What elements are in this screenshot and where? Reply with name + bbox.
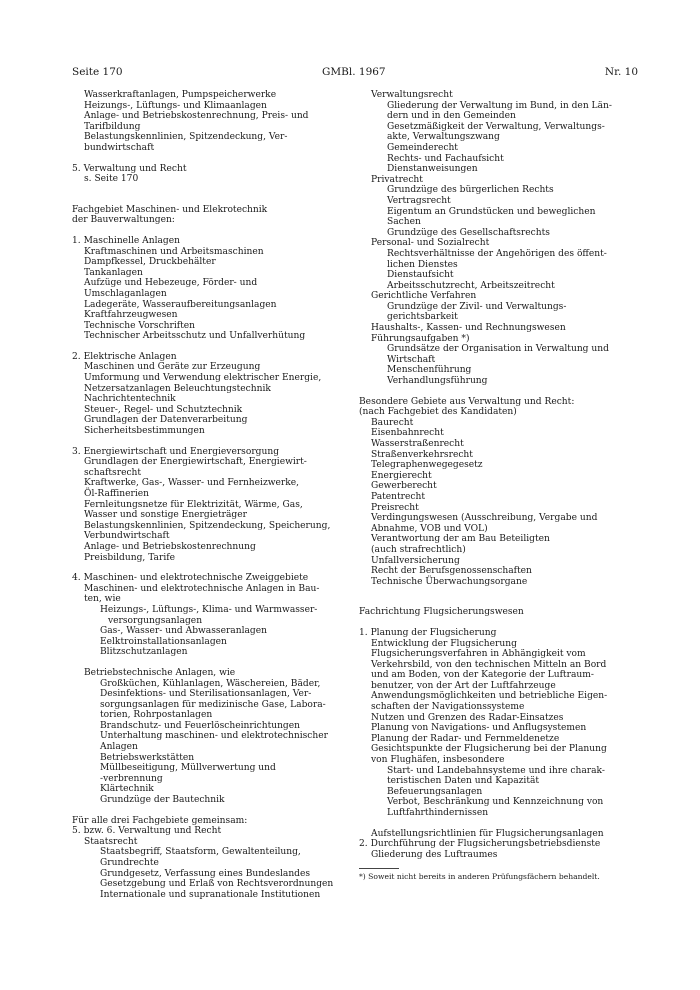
text-line: Heizungs-, Lüftungs- und Klimaanlagen [84,100,267,111]
text-line: Privatrecht [371,174,423,185]
text-line: Sachen [387,217,421,228]
text-line: Anwendungsmöglichkeiten und betriebliche Eigen- [371,691,608,702]
text-line: Verbot, Beschränkung und Kennzeichnung von [387,797,604,808]
spacer [72,185,334,195]
text-line: 2. Durchführung der Flugsicherungsbetriebsdienste [359,839,601,850]
text-line: 2. Elektrische Anlagen [72,351,177,362]
text-line: Flugsicherungsverfahren in Abhängigkeit vom [371,649,586,660]
text-line: Grundgesetz, Verfassung eines Bundeslandes [100,868,311,879]
text-line: Eisenbahnrecht [371,428,444,439]
text-line: Recht der Berufsgenossenschaften [371,566,532,577]
text-line: Verhandlungsführung [387,376,488,387]
text-line: schaftsrecht [84,467,142,478]
text-line: Technischer Arbeitsschutz und Unfallverhütung [84,331,306,342]
spacer [72,195,334,205]
text-line: Müllbeseitigung, Müllverwertung und [100,763,276,774]
text-line: torien, Rohrpostanlagen [100,710,213,721]
text-line: (auch strafrechtlich) [371,544,466,555]
text-line: Desinfektions- und Sterilisationsanlagen, Ver- [100,689,312,700]
text-line: Technische Überwachungsorgane [371,576,528,587]
text-line: Kraftmaschinen und Arbeitsmaschinen [84,246,264,257]
text-line: Entwicklung der Flugsicherung [371,638,517,649]
spacer [359,597,634,607]
text-line: Belastungskennlinien, Spitzendeckung, Speicherung, [84,520,331,531]
text-line: 5. Verwaltung und Recht [72,163,187,174]
text-line: Telegraphenwegegesetz [371,460,483,471]
text-line: Grundsätze der Organisation in Verwaltung und [387,344,609,355]
text-line: Umformung und Verwendung elektrischer Energie, [84,373,322,384]
text-line: Internationale und supranationale Institutionen [100,889,321,900]
spacer [72,806,334,816]
spacer [359,819,634,829]
text-line: Kraftwerke, Gas-, Wasser- und Fernheizwerke, [84,478,300,489]
text-line: Staatsrecht [84,836,138,847]
text-line: Rechts- und Fachaufsicht [387,153,504,164]
text-line: Fachgebiet Maschinen- und Elekrotechnik [72,204,268,215]
text-line: von Flughäfen, insbesondere [371,755,505,766]
text-line: Öl-Raffinerien [84,489,150,499]
spacer [72,563,334,573]
text-line: Eigentum an Grundstücken und beweglichen [387,206,596,217]
spacer [72,154,334,164]
text-line: ten, wie [84,594,121,605]
text-line: (nach Fachgebiet des Kandidaten) [359,407,517,418]
spacer [72,342,334,352]
text-line: Gesichtspunkte der Flugsicherung bei der Planung [371,744,607,755]
text-line: schaften der Navigationssysteme [371,702,525,713]
text-line: Menschenführung [387,365,472,376]
text-line: Verantwortung der am Bau Beteiligten [371,534,550,545]
text-line: Grundzüge des bürgerlichen Rechts [387,185,554,196]
text-line: Verkehrsbild, von den technischen Mitteln an Bord [371,659,607,670]
text-line: teristischen Daten und Kapazität [387,776,540,787]
text-line: Verbundwirtschaft [84,531,170,542]
left-column [72,90,334,900]
text-line: Gliederung des Luftraumes [371,849,498,860]
text-line: Betriebstechnische Anlagen, wie [84,667,236,678]
spacer [359,387,634,397]
text-line: 4. Maschinen- und elektrotechnische Zweiggebiete [72,573,309,584]
spacer [359,618,634,628]
text-line: Gesetzgebung und Erlaß von Rechtsverordnungen [100,879,334,890]
text-line: Grundrechte [100,858,159,868]
text-line: Besondere Gebiete aus Verwaltung und Recht: [359,396,575,407]
text-line: Aufstellungsrichtlinien für Flugsicherungsanlagen [371,828,604,839]
text-line: 3. Energiewirtschaft und Energieversorgung [72,446,280,457]
text-line: Maschinen und Geräte zur Erzeugung [84,362,261,373]
text-line: Patentrecht [371,491,426,502]
text-line: Anlage- und Betriebskostenrechnung, Preis- und [84,111,309,122]
text-line: Grundlagen der Datenverarbeitung [84,415,248,426]
text-line: Gerichtliche Verfahren [371,291,477,302]
text-line: Fernleitungsnetze für Elektrizität, Wärme, Gas, [84,499,303,510]
issue-number: Nr. 10 [604,66,638,78]
text-line: Klärtechnik [100,784,154,795]
text-line: Personal- und Sozialrecht [371,238,490,249]
right-column [359,90,634,860]
text-line: Luftfahrthindernissen [387,808,489,818]
footnote: *) Soweit nicht bereits in anderen Prüfungsfächern behandelt. [359,872,600,881]
text-line: lichen Dienstes [387,259,458,270]
text-line: Planung der Radar- und Fernmeldenetze [371,733,560,744]
text-line: Technische Vorschriften [84,320,196,331]
text-line: versorgungsanlagen [108,615,203,626]
text-line: Grundlagen der Energiewirtschaft, Energiewirt- [84,457,307,468]
text-line: Preisrecht [371,502,419,513]
text-line: Verdingungswesen (Ausschreibung, Vergabe und [371,513,598,524]
spacer [72,658,334,668]
text-line: Anlage- und Betriebskostenrechnung [84,541,256,552]
text-line: Steuer-, Regel- und Schutztechnik [84,404,243,415]
text-line: Betriebswerkstätten [100,752,195,763]
text-line: 5. bzw. 6. Verwaltung und Recht [72,826,222,837]
text-line: dern und in den Gemeinden [387,111,516,122]
text-line: Baurecht [371,417,414,428]
text-line: 1. Maschinelle Anlagen [72,235,180,246]
text-line: Vertragsrecht [387,195,451,206]
text-line: Gesetzmäßigkeit der Verwaltung, Verwaltungs- [387,121,605,132]
text-line: Gliederung der Verwaltung im Bund, in den Län- [387,100,612,111]
text-line: Nutzen und Grenzen des Radar-Einsatzes [371,712,564,723]
text-line: Heizungs-, Lüftungs-, Klima- und Warmwasser- [100,604,318,615]
text-line: Wirtschaft [387,354,436,365]
text-line: 1. Planung der Flugsicherung [359,627,497,638]
text-line: Arbeitsschutzrecht, Arbeitszeitrecht [387,280,555,291]
text-line: Gewerberecht [371,481,437,492]
text-line: Grundzüge des Gesellschaftsrechts [387,227,550,238]
text-line: Belastungskennlinien, Spitzendeckung, Ver- [84,132,288,143]
text-line: Dampfkessel, Druckbehälter [84,257,216,268]
text-line: Straßenverkehrsrecht [371,449,473,460]
text-line: Grundzüge der Bautechnik [100,795,225,806]
text-line: Führungsaufgaben *) [371,333,470,344]
text-line: und am Boden, von der Kategorie der Luftraum- [371,670,594,681]
text-line: Blitzschutzanlagen [100,647,188,658]
text-line: Ladegeräte, Wasseraufbereitungsanlagen [84,299,277,310]
text-line: Grundzüge der Zivil- und Verwaltungs- [387,301,567,312]
text-line: Wasserkraftanlagen, Pumpspeicherwerke [84,90,277,100]
text-line: Unterhaltung maschinen- und elektrotechnischer [100,731,328,742]
text-line: Gas-, Wasser- und Abwasseranlagen [100,626,267,637]
text-line: Tarifbildung [84,121,141,132]
text-line: Großküchen, Kühlanlagen, Wäschereien, Bäder, [100,678,321,689]
text-line: Staatsbegriff, Staatsform, Gewaltenteilung, [100,847,301,858]
text-line: Gemeinderecht [387,142,458,153]
text-line: Kraftfahrzeugwesen [84,310,178,321]
text-line: Abnahme, VOB und VOL) [371,523,488,534]
text-line: Maschinen- und elektrotechnische Anlagen in Bau- [84,583,320,594]
text-line: Wasserstraßenrecht [371,439,464,449]
spacer [359,587,634,597]
text-line: Anlagen [100,742,138,753]
text-line: Unfallversicherung [371,555,460,566]
text-line: Nachrichtentechnik [84,394,176,405]
text-line: Für alle drei Fachgebiete gemeinsam: [72,815,248,826]
text-line: akte, Verwaltungszwang [387,132,500,143]
text-line: sorgungsanlagen für medizinische Gase, Labora- [100,699,326,710]
text-line: -verbrennung [100,773,163,784]
text-line: Wasser und sonstige Energieträger [84,510,247,521]
text-line: bundwirtschaft [84,142,155,153]
text-line: Aufzüge und Hebezeuge, Förder- und [84,278,258,289]
text-line: Umschlaganlagen [84,288,167,299]
text-line: Befeuerungsanlagen [387,786,483,797]
text-line: Haushalts-, Kassen- und Rechnungswesen [371,323,566,334]
text-line: Dienstanweisungen [387,164,478,175]
text-line: Fachrichtung Flugsicherungswesen [359,607,524,618]
text-line: Rechtsverhältnisse der Angehörigen des öffent- [387,248,607,259]
spacer [72,226,334,236]
footnote-rule [359,868,399,869]
text-line: gerichtsbarkeit [387,312,458,323]
text-line: Tankanlagen [84,267,143,278]
page-number: Seite 170 [72,66,123,78]
text-line: Eelktroinstallationsanlagen [100,636,227,647]
text-line: Verwaltungsrecht [371,90,453,100]
text-line: Preisbildung, Tarife [84,552,175,563]
text-line: Planung von Navigations- und Anflugsystemen [371,723,587,734]
text-line: Start- und Landebahnsysteme und ihre charak- [387,765,605,776]
text-line: der Bauverwaltungen: [72,215,175,226]
text-line: Dienstaufsicht [387,270,454,281]
text-line: Energierecht [371,470,432,481]
text-line: Netzersatzanlagen Beleuchtungstechnik [84,383,271,394]
spacer [72,437,334,447]
text-line: s. Seite 170 [84,174,139,185]
text-line: Brandschutz- und Feuerlöscheinrichtungen [100,720,300,731]
text-line: benutzer, von der Art der Luftfahrzeuge [371,680,556,691]
text-line: Sicherheitsbestimmungen [84,426,205,437]
publication-title: GMBl. 1967 [322,66,386,78]
